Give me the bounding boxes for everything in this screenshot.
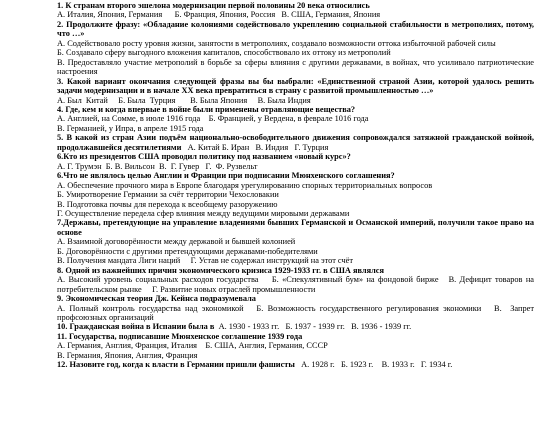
inline-answers: А. 1928 г. Б. 1923 г. В. 1933 г. Г. 1934 г. [294,360,453,370]
answer-option: А. Италия, Япония, Германия Б. Франция, Япония, Россия В. США, Германия, Япония [57,10,381,20]
answer-option: В. Германия, Япония, Англия, Франция [57,350,198,360]
question-1 [57,1,534,10]
answer-option: А. Содействовало росту уровня жизни, занятости в метрополиях, создавало возможности оттока избыточной рабочей силы [57,38,496,48]
question-text: 11. Государства, подписавшие Мюнхенское соглашение 1939 года [57,331,303,341]
answer-option: В. Германией, у Ипра, в апреле 1915 года [57,123,204,133]
question-2 [57,20,534,39]
question-10 [57,294,534,303]
answer-option: А. Германия, Англия, Франция, Италия Б. США, Англия, Германия, СССР [57,341,328,351]
answer-option: Б. Умиротворение Германии за счёт территории Чехословакии [57,190,279,200]
question-4 [57,105,534,114]
answer-option: А. Полный контроль государства над экономикой Б. Возможность государственного регулирования экономики В. Запрет профсоюзных организаций [57,303,537,322]
answer-option: А. Высокий уровень социальных расходов государства Б. «Спекулятивный бум» на фондовой бирже В. Дефицит товаров на потребительском рынке Г. Развитие новых отраслей промышленности [57,275,537,294]
question-11 [57,322,534,331]
answer-option: А. Англией, на Сомме, в июле 1916 года Б. Францией, у Вердена, в феврале 1016 года [57,114,369,124]
answer-option: А. Был Китай Б. Была Турция В. Была Япония В. Была Индия [57,95,311,105]
inline-answers: А. Китай Б. Иран В. Индия Г. Турция [181,142,329,152]
answer-option: А. Взаимной договорённости между державой и бывшей колонией [57,237,296,247]
inline-answers: А. 1930 - 1933 гг. Б. 1937 - 1939 гг. В. 1936 - 1939 гг. [214,322,412,332]
question-5 [57,133,534,152]
question-text: 1. К странам второго эшелона модернизации первой половины 20 века относились [57,1,370,10]
question-text: 7.Державы, претендующие на управление владениями бывших Германской и Османской империй, получили такое право на основе [57,218,534,237]
question-text: 3. Какой вариант окончания следующей фразы вы бы выбрали: «Единственной страной Азии, которой удалось решить задачи модернизации и в начале ХХ века превратиться в страну с развитой промышленностью …» [57,76,534,96]
question-text: 10. Гражданская война в Испании была в [57,322,215,332]
question-text: 6.Кто из президентов США проводил политику под названием «новый курс»? [57,152,351,162]
question-7 [57,171,534,180]
answer-option: Б. Договорённости с другими претендующими державами-победителями [57,246,318,256]
question-text: 2. Продолжите фразу: «Обладание колониями содействовало укреплению социальной стабильности в метрополиях, потому, что …» [57,19,534,39]
answer-option: А. Г. Трумэн Б. В. Вильсон В. Г. Гувер Г. Ф. Рузвельт [57,161,258,171]
question-text: 9. Экономическая теория Дж. Кейнса подразумевала [57,294,256,304]
question-text: 8. Одной из важнейших причин экономического кризиса 1929-1933 гг. в США являлся [57,265,385,275]
question-12 [57,332,534,341]
answer-option: Г. Осуществление передела сфер влияния между ведущими мировыми державами [57,208,350,218]
question-8 [57,218,534,237]
answer-option: Б. Создавало сферу выгодного вложения капиталов, способствовало их оттоку из метрополий [57,48,391,58]
answer-option: В. Предоставляло участие метрополий в борьбе за сферы влияния с другими державами, в войнах, что усиливало патриотические настроения [57,57,537,77]
answer-option: В. Получения мандата Лиги наций Г. Устав не содержал инструкций на этот счёт [57,256,354,266]
question-6 [57,152,534,161]
question-3 [57,77,534,96]
question-9 [57,266,534,275]
question-text: 6.Что не являлось целью Англии и Франции при подписании Мюнхенского соглашения? [57,171,395,181]
answer-option: А. Обеспечение прочного мира в Европе благодаря урегулированию спорных территориальных вопросов [57,180,433,190]
question-text: 5. В какой из стран Азии подъём национально-освободительного движения сопровождался затяжной гражданской войной, продолжавшейся десятилетиями [57,133,534,152]
question-13 [57,360,534,369]
answer-option: В. Подготовка почвы для перехода к всеобщему разоружению [57,199,278,209]
question-text: 4. Где, кем и когда впервые в войне были применены отравляющие вещества? [57,104,356,114]
question-text: 12. Назовите год, когда к власти в Германии пришли фашисты [57,360,295,370]
